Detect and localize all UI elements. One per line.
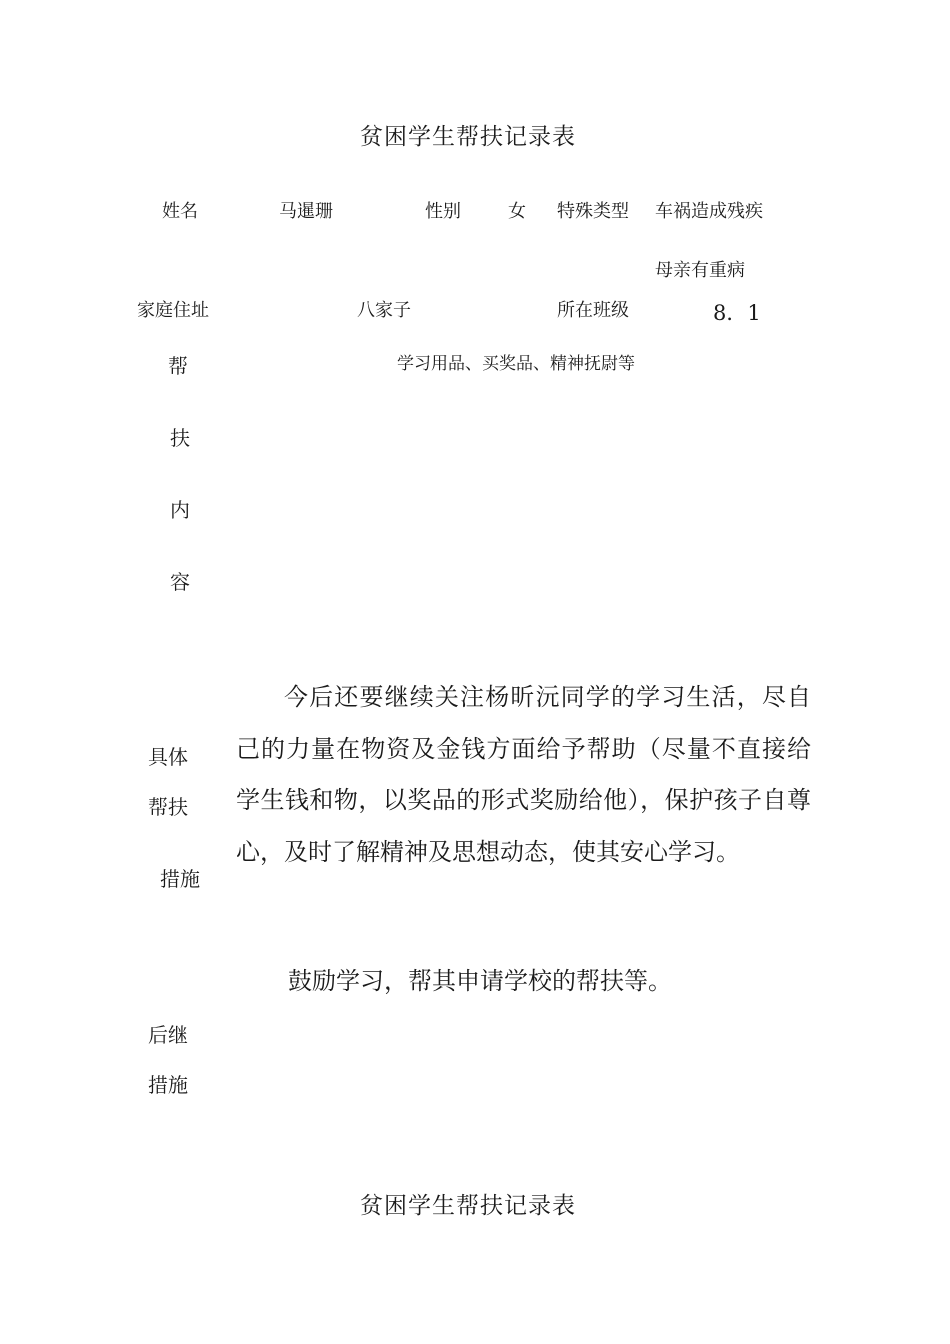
class-value: 8．1: [713, 301, 761, 325]
name-value: 马暹珊: [279, 201, 333, 222]
help-content-value: 学习用品、买奖品、精神抚尉等: [397, 354, 635, 374]
special-type-value-line2: 母亲有重病: [655, 260, 745, 281]
specific-measures-label-line: 具体: [148, 745, 188, 769]
specific-measures-label-line: 措施: [160, 867, 200, 891]
help-content-label-char: 帮: [168, 354, 188, 378]
help-content-label-char: 内: [170, 498, 190, 522]
address-value: 八家子: [357, 300, 411, 321]
followup-measures-label-line: 后继: [148, 1023, 188, 1047]
next-page-title: 贫困学生帮扶记录表: [360, 1193, 576, 1219]
gender-label: 性别: [425, 201, 461, 222]
help-content-label-char: 扶: [170, 426, 190, 450]
gender-value: 女: [508, 201, 526, 222]
special-type-label: 特殊类型: [557, 201, 629, 222]
page-title: 贫困学生帮扶记录表: [360, 124, 576, 150]
class-label: 所在班级: [557, 300, 629, 321]
name-label: 姓名: [162, 201, 198, 222]
help-content-label-char: 容: [170, 570, 190, 594]
specific-measures-label-line: 帮扶: [148, 795, 188, 819]
special-type-value: 车祸造成残疾: [655, 201, 763, 222]
followup-measures-text: 鼓励学习，帮其申请学校的帮扶等。: [288, 967, 672, 995]
address-label: 家庭住址: [137, 300, 209, 321]
followup-measures-label-line: 措施: [148, 1073, 188, 1097]
specific-measures-text: 今后还要继续关注杨昕沅同学的学习生活，尽自己的力量在物资及金钱方面给予帮助（尽量不直接给学生钱和物，以奖品的形式奖励给他），保护孩子自尊心，及时了解精神及思想动态，使其安心学习。: [236, 683, 811, 866]
